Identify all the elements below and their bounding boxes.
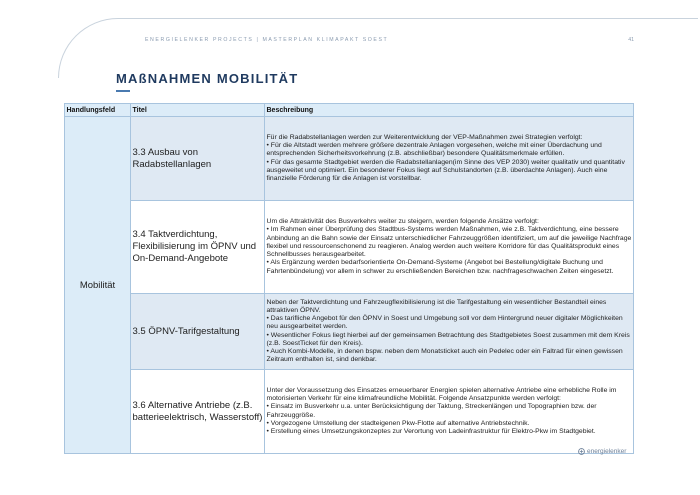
description-line: • Das tarifliche Angebot für den ÖPNV in Soest und Umgebung soll vor dem Hintergrund neuer digitaler Möglichkeiten neu ausgearbeitet werden. bbox=[266, 315, 623, 331]
description-line: Unter der Voraussetzung des Einsatzes erneuerbarer Energien spielen alternative Antriebe eine erhebliche Rolle im motorisierten Verkehr für eine klimafreundliche Mobilität. Folgende Ansatzpunkte werden verfolgt: bbox=[266, 386, 617, 402]
page-number: 41 bbox=[628, 37, 634, 43]
decorative-arc bbox=[58, 18, 698, 78]
table-row bbox=[65, 370, 634, 454]
measure-description bbox=[265, 294, 634, 370]
measure-description bbox=[265, 117, 634, 201]
measure-title: 3.5 ÖPNV-Tarifgestaltung bbox=[131, 294, 265, 370]
description-line: • Einsatz im Busverkehr u.a. unter Berücksichtigung der Taktung, Streckenlängen und Topographien bzw. der Fahrzeuggröße. bbox=[266, 403, 597, 419]
table-header-row bbox=[65, 104, 634, 117]
description-line: Neben der Taktverdichtung und Fahrzeugflexibilisierung ist die Tarifgestaltung ein wesentlicher Bestandteil eines attraktiven ÖPNV. bbox=[266, 298, 607, 314]
description-line: • Für das gesamte Stadtgebiet werden die Radabstellanlagen(im Sinne des VEP 2030) weiter qualitativ und quantitativ ausgeweitet und optimiert. Ein besonderer Fokus liegt auf Schulstandorten (z.B. überdachte Anlagen). Auch eine finanzielle Förderung für die Anlagen ist vorstellbar. bbox=[266, 158, 625, 182]
measures-table bbox=[64, 103, 634, 454]
header-handlungsfeld: Handlungsfeld bbox=[65, 104, 131, 117]
measure-title: 3.3 Ausbau von Radabstellanlagen bbox=[131, 117, 265, 201]
header-beschreibung: Beschreibung bbox=[265, 104, 634, 117]
table-row bbox=[65, 117, 634, 201]
description-line: Für die Radabstellanlagen werden zur Weiterentwicklung der VEP-Maßnahmen zwei Strategien verfolgt: bbox=[266, 133, 583, 141]
table-row bbox=[65, 201, 634, 294]
measure-title: 3.6 Alternative Antriebe (z.B. batterieelektrisch, Wasserstoff) bbox=[131, 370, 265, 454]
description-line: • Wesentlicher Fokus liegt hierbei auf der gemeinsamen Betrachtung des Stadtgebietes Soest zusammen mit dem Kreis (z.B. SoestTicket für den Kreis). bbox=[266, 331, 630, 347]
description-line: • Erstellung eines Umsetzungskonzeptes zur Verortung von Ladeinfrastruktur für Elektro-Pkw im Stadtgebiet. bbox=[266, 428, 596, 435]
table-row bbox=[65, 294, 634, 370]
measure-description bbox=[265, 370, 634, 454]
title-underline bbox=[116, 90, 130, 92]
description-line: • Vorgezogene Umstellung der stadteigenen Pkw-Flotte auf alternative Antriebstechnik. bbox=[266, 419, 530, 427]
description-line: • Auch Kombi-Modelle, in denen bspw. neben dem Monatsticket auch ein Pedelec oder ein Faltrad für einen gewissen Zeitraum enthalten ist, sind denkbar. bbox=[266, 348, 623, 364]
description-line: • Als Ergänzung werden bedarfsorientierte On-Demand-Systeme (Angebot bei Bestellung/digitale Buchung und Fahrtenbündelung) vor allem in schwer zu erschließenden Bereichen bzw. nachfrageschwachen Zeiten eingesetzt. bbox=[266, 259, 614, 275]
measure-description bbox=[265, 201, 634, 294]
page-title: MAßNAHMEN MOBILITÄT bbox=[116, 71, 299, 86]
footer-logo bbox=[578, 448, 626, 455]
field-cell-mobilitaet: Mobilität bbox=[65, 117, 131, 454]
description-line: Um die Attraktivität des Busverkehrs weiter zu steigern, werden folgende Ansätze verfolgt: bbox=[266, 218, 539, 226]
measure-title: 3.4 Taktverdichtung, Flexibilisierung im ÖPNV und On-Demand-Angebote bbox=[131, 201, 265, 294]
logo-text: energielenker bbox=[587, 448, 627, 455]
energielenker-logo-icon bbox=[578, 448, 585, 455]
description-line: • Für die Altstadt werden mehrere größere dezentrale Anlagen vorgesehen, welche mit einer Überdachung und entsprechenden Sicherheitsvorkehrung (z.B. abschließbar) besondere Qualitätsmerkmale erfüllen. bbox=[266, 142, 602, 158]
running-header: ENERGIELENKER PROJECTS | MASTERPLAN KLIMAPAKT SOEST bbox=[145, 37, 389, 43]
description-line: • Im Rahmen einer Überprüfung des Stadtbus-Systems werden Maßnahmen, wie z.B. Taktverdichtung, eine bessere Anbindung an die Bahn sowie der Einsatz unterschiedlicher Fahrzeuggrößen identifiziert, um auf die jeweilige Nachfrage flexibel und ressourcenschonend zu reagieren. Analog werden auch weitere Korridore für das Qualitätsprodukt eines Schnellbusses herausgearbeitet. bbox=[266, 226, 632, 259]
header-titel: Titel bbox=[131, 104, 265, 117]
